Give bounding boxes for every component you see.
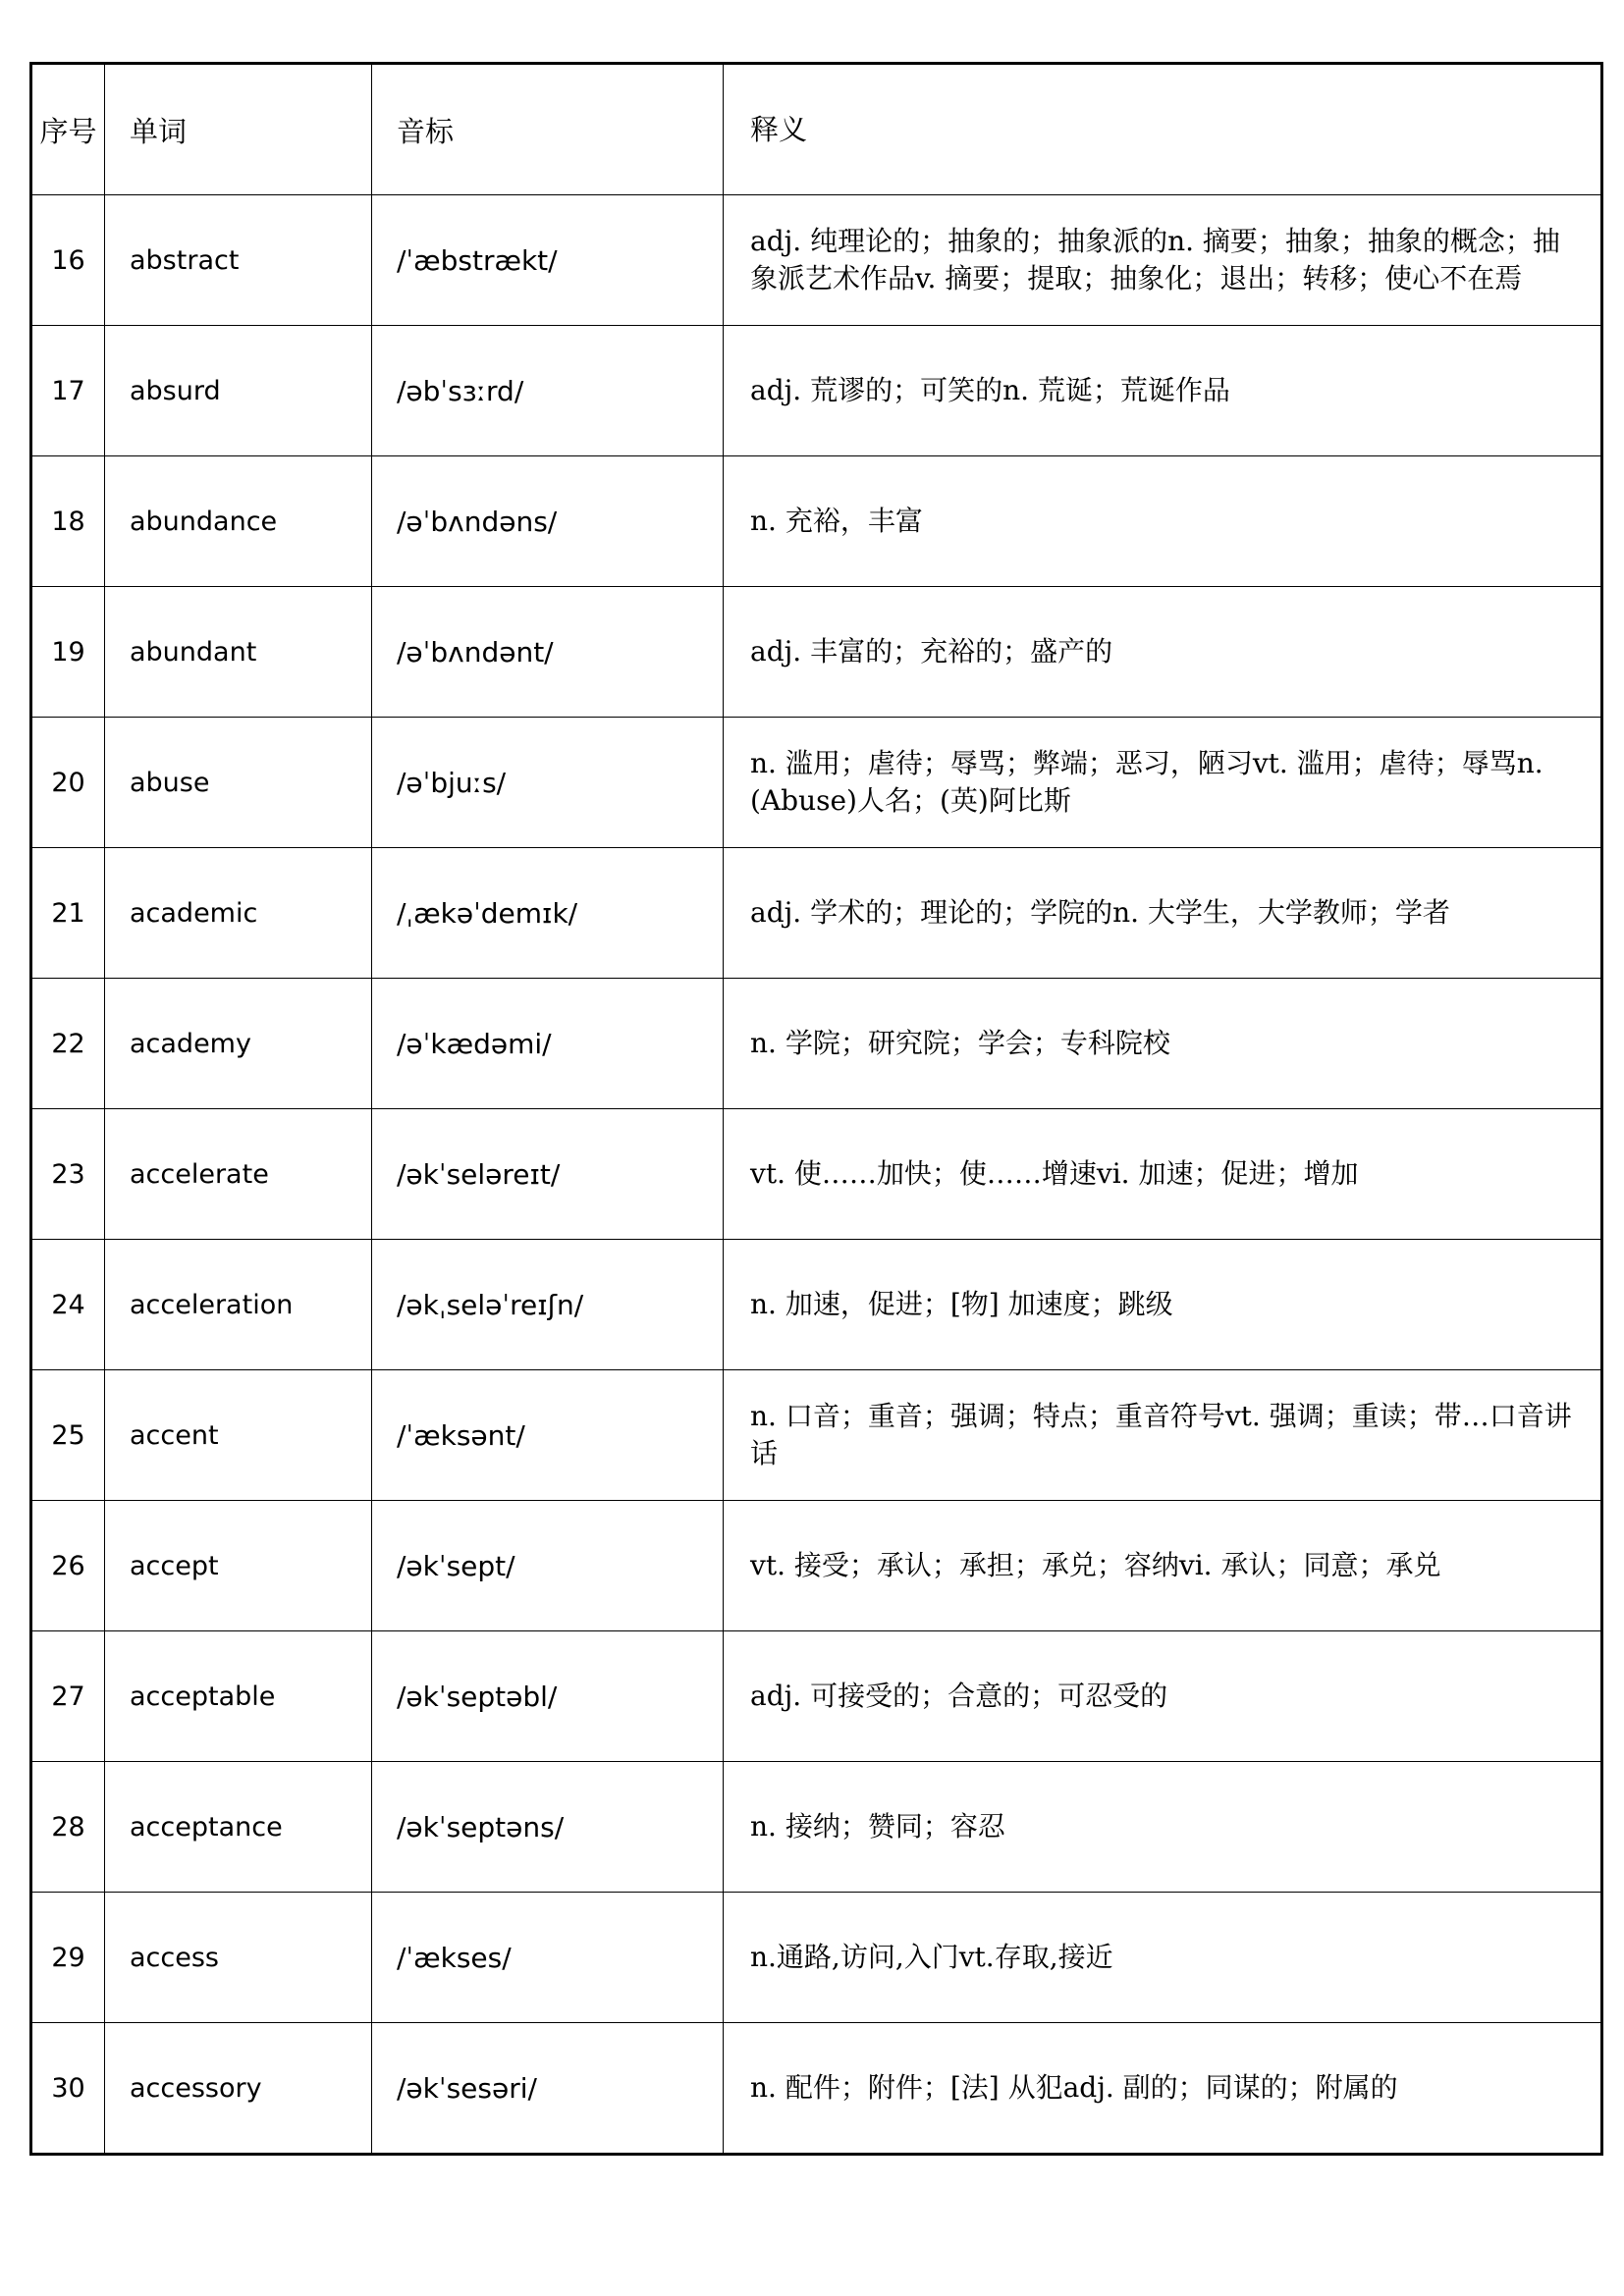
table-row xyxy=(31,1762,1602,1893)
row-number: 19 xyxy=(31,587,105,718)
row-phonetic: /ˈækses/ xyxy=(372,1893,724,2023)
table-row xyxy=(31,326,1602,456)
table-row xyxy=(31,1370,1602,1501)
table-row xyxy=(31,1109,1602,1240)
table-row xyxy=(31,456,1602,587)
row-word: acceleration xyxy=(105,1240,372,1370)
row-phonetic: /əˈbʌndəns/ xyxy=(372,456,724,587)
row-number: 18 xyxy=(31,456,105,587)
row-definition: n.通路,访问,入门vt.存取,接近 xyxy=(724,1893,1602,2023)
row-word: absurd xyxy=(105,326,372,456)
row-phonetic: /ˈæbstrækt/ xyxy=(372,195,724,326)
header-definition: 释义 xyxy=(724,64,1602,195)
row-phonetic: /əkˈsesəri/ xyxy=(372,2023,724,2155)
header-word: 单词 xyxy=(105,64,372,195)
table-row xyxy=(31,1240,1602,1370)
row-phonetic: /əkˈseptəns/ xyxy=(372,1762,724,1893)
row-phonetic: /əˈbʌndənt/ xyxy=(372,587,724,718)
table-row xyxy=(31,2023,1602,2155)
row-phonetic: /əkˈseləreɪt/ xyxy=(372,1109,724,1240)
table-row xyxy=(31,1893,1602,2023)
row-definition: n. 接纳；赞同；容忍 xyxy=(724,1762,1602,1893)
row-phonetic: /əkˈsept/ xyxy=(372,1501,724,1631)
row-number: 21 xyxy=(31,848,105,979)
table-row xyxy=(31,195,1602,326)
row-word: abuse xyxy=(105,718,372,848)
row-phonetic: /əkˌseləˈreɪʃn/ xyxy=(372,1240,724,1370)
table-row xyxy=(31,587,1602,718)
row-word: abstract xyxy=(105,195,372,326)
header-phonetic: 音标 xyxy=(372,64,724,195)
vocabulary-sheet xyxy=(29,62,1603,2156)
row-word: accelerate xyxy=(105,1109,372,1240)
row-word: accept xyxy=(105,1501,372,1631)
row-definition: adj. 荒谬的；可笑的n. 荒诞；荒诞作品 xyxy=(724,326,1602,456)
row-number: 20 xyxy=(31,718,105,848)
table-header-row xyxy=(31,64,1602,195)
row-phonetic: /əbˈsɜːrd/ xyxy=(372,326,724,456)
row-definition: vt. 使……加快；使……增速vi. 加速；促进；增加 xyxy=(724,1109,1602,1240)
row-number: 26 xyxy=(31,1501,105,1631)
row-phonetic: /əkˈseptəbl/ xyxy=(372,1631,724,1762)
table-row xyxy=(31,718,1602,848)
table-row xyxy=(31,1631,1602,1762)
row-word: accessory xyxy=(105,2023,372,2155)
row-word: accent xyxy=(105,1370,372,1501)
row-definition: adj. 纯理论的；抽象的；抽象派的n. 摘要；抽象；抽象的概念；抽象派艺术作品v. 摘要；提取；抽象化；退出；转移；使心不在焉 xyxy=(724,195,1602,326)
row-definition: n. 学院；研究院；学会；专科院校 xyxy=(724,979,1602,1109)
row-number: 24 xyxy=(31,1240,105,1370)
header-number: 序号 xyxy=(31,64,105,195)
table-row xyxy=(31,1501,1602,1631)
row-word: acceptance xyxy=(105,1762,372,1893)
row-number: 27 xyxy=(31,1631,105,1762)
row-definition: n. 加速，促进；[物] 加速度；跳级 xyxy=(724,1240,1602,1370)
row-word: academy xyxy=(105,979,372,1109)
row-definition: n. 口音；重音；强调；特点；重音符号vt. 强调；重读；带…口音讲话 xyxy=(724,1370,1602,1501)
row-word: abundance xyxy=(105,456,372,587)
row-definition: adj. 学术的；理论的；学院的n. 大学生，大学教师；学者 xyxy=(724,848,1602,979)
row-number: 17 xyxy=(31,326,105,456)
row-number: 25 xyxy=(31,1370,105,1501)
vocabulary-table xyxy=(29,62,1603,2156)
row-word: access xyxy=(105,1893,372,2023)
row-number: 29 xyxy=(31,1893,105,2023)
row-word: academic xyxy=(105,848,372,979)
row-definition: vt. 接受；承认；承担；承兑；容纳vi. 承认；同意；承兑 xyxy=(724,1501,1602,1631)
row-word: abundant xyxy=(105,587,372,718)
row-phonetic: /ˌækəˈdemɪk/ xyxy=(372,848,724,979)
row-number: 16 xyxy=(31,195,105,326)
row-phonetic: /əˈkædəmi/ xyxy=(372,979,724,1109)
row-definition: n. 配件；附件；[法] 从犯adj. 副的；同谋的；附属的 xyxy=(724,2023,1602,2155)
row-definition: n. 滥用；虐待；辱骂；弊端；恶习，陋习vt. 滥用；虐待；辱骂n. (Abuse)人名；(英)阿比斯 xyxy=(724,718,1602,848)
row-phonetic: /ˈæksənt/ xyxy=(372,1370,724,1501)
row-number: 22 xyxy=(31,979,105,1109)
row-number: 28 xyxy=(31,1762,105,1893)
table-row xyxy=(31,848,1602,979)
row-definition: adj. 可接受的；合意的；可忍受的 xyxy=(724,1631,1602,1762)
row-number: 23 xyxy=(31,1109,105,1240)
row-word: acceptable xyxy=(105,1631,372,1762)
table-row xyxy=(31,979,1602,1109)
row-phonetic: /əˈbjuːs/ xyxy=(372,718,724,848)
row-definition: adj. 丰富的；充裕的；盛产的 xyxy=(724,587,1602,718)
row-definition: n. 充裕，丰富 xyxy=(724,456,1602,587)
row-number: 30 xyxy=(31,2023,105,2155)
